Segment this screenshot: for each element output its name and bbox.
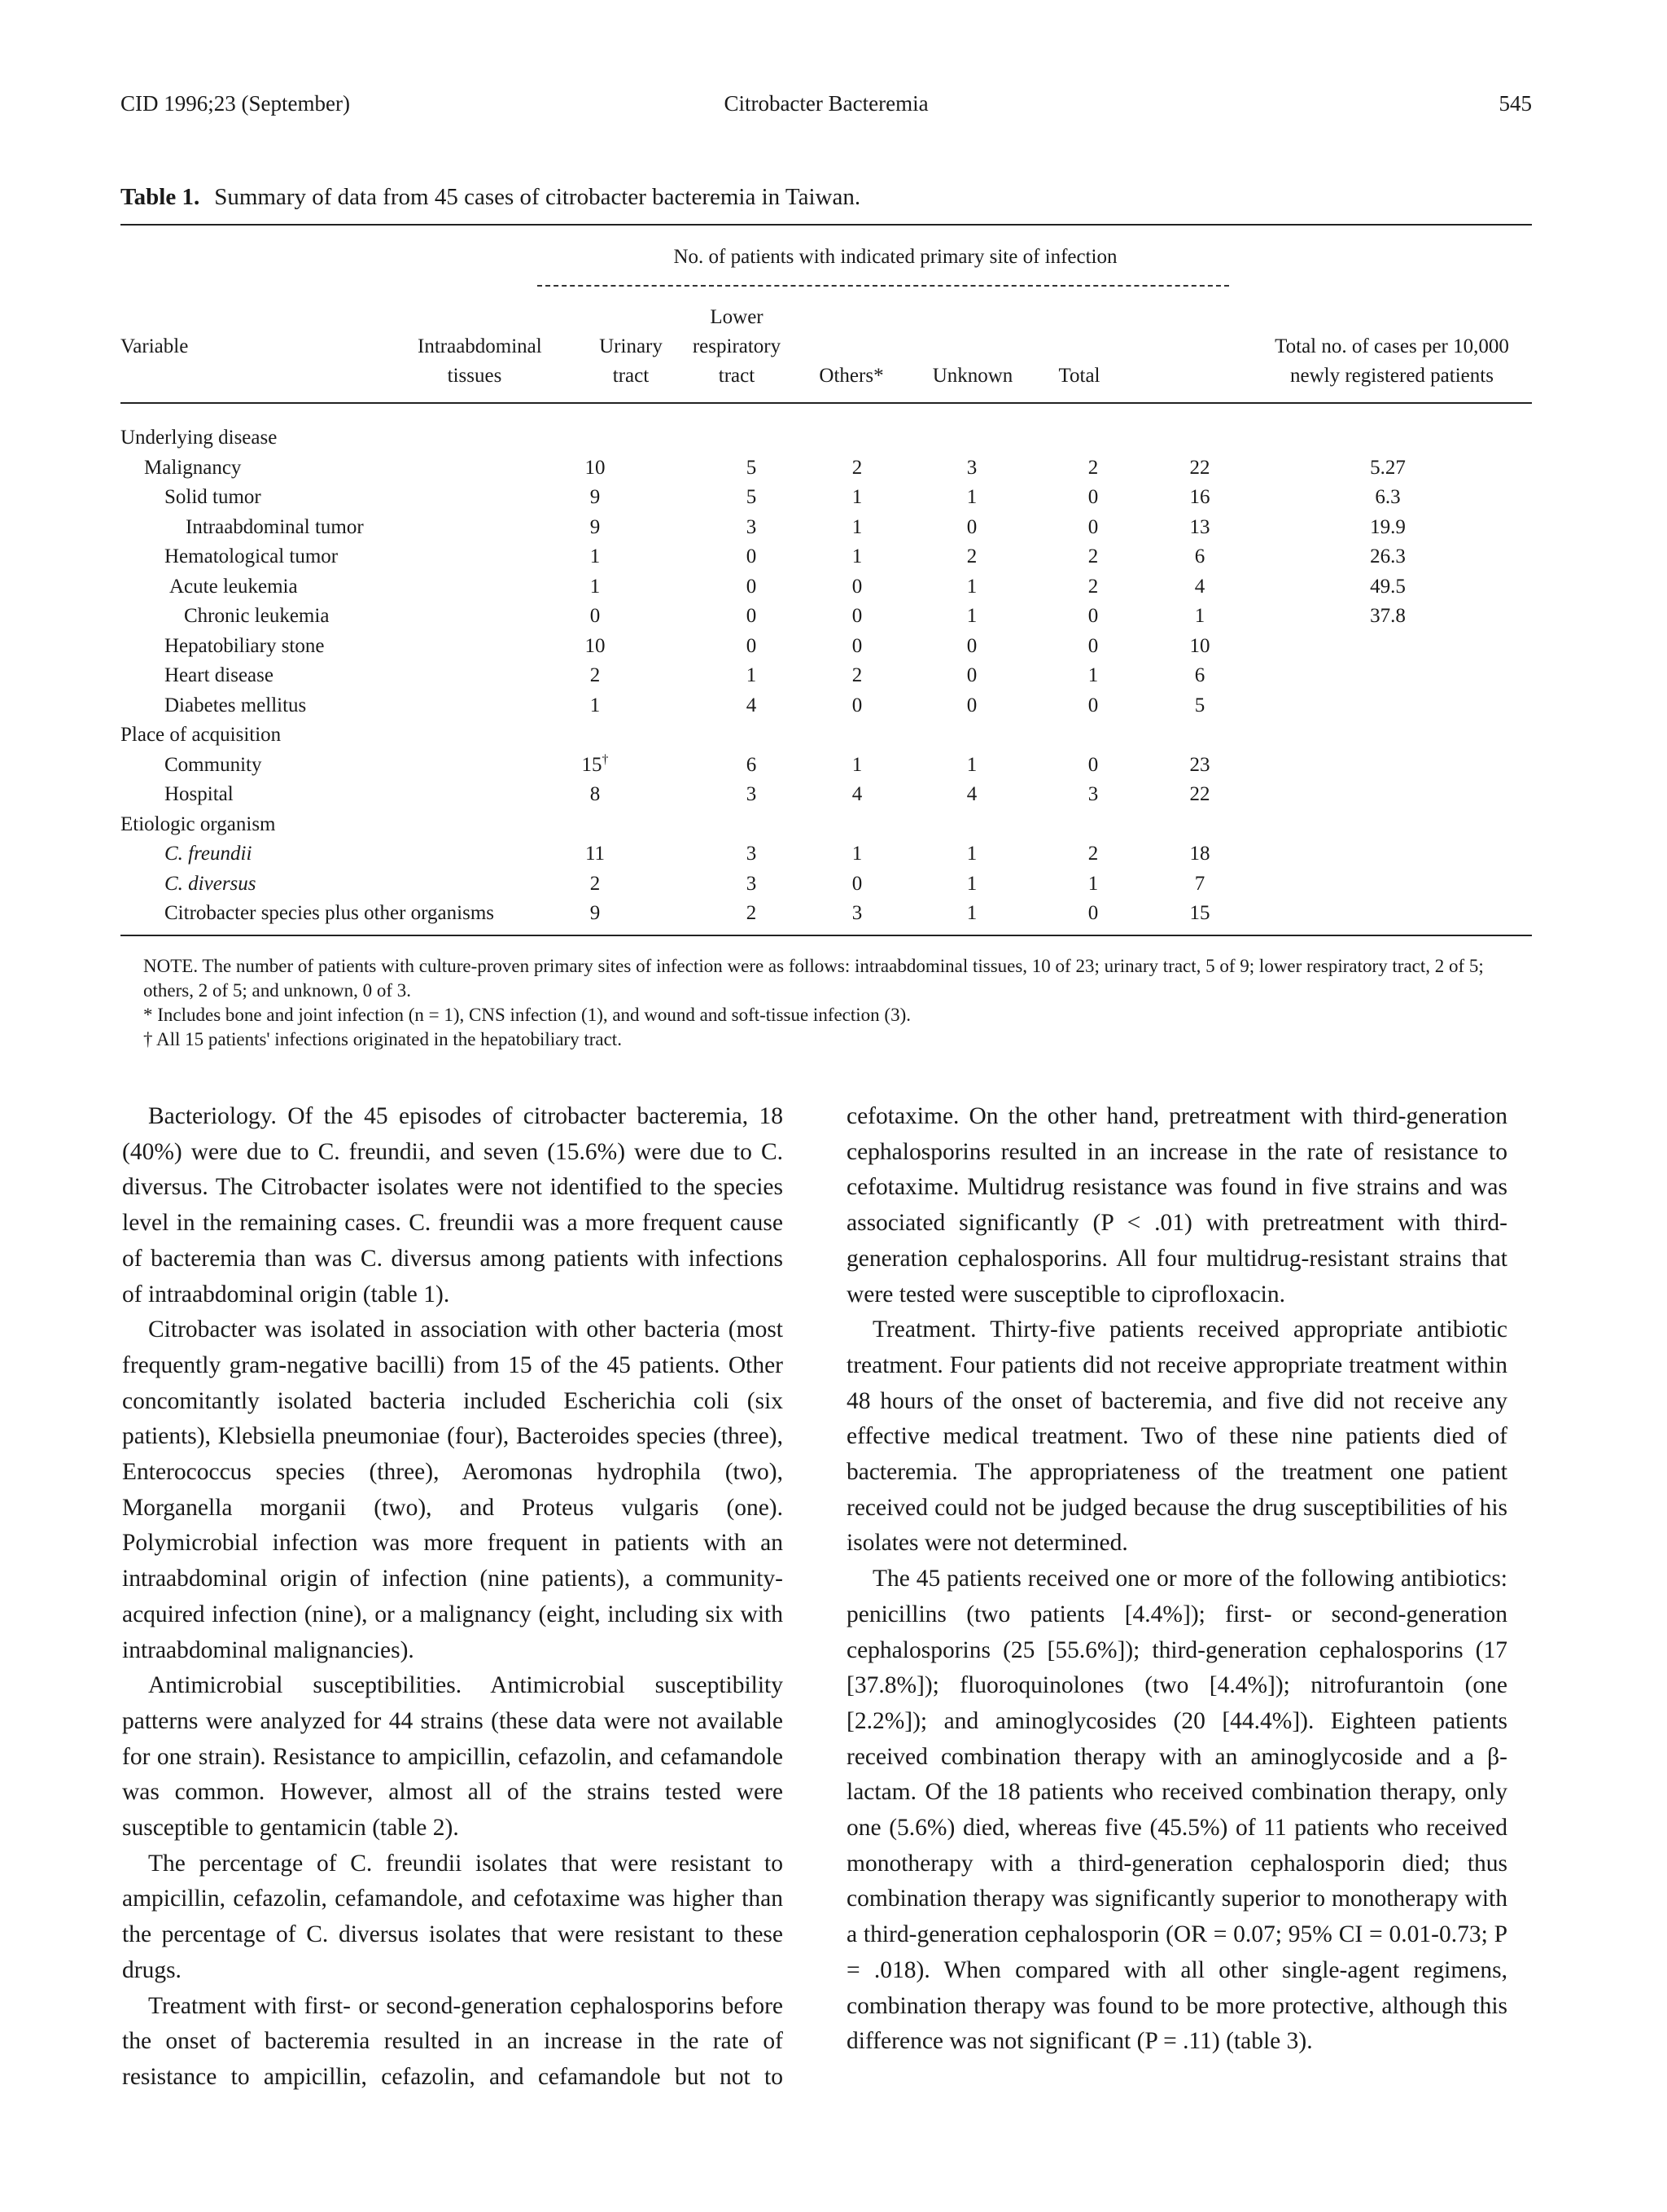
row-label: Diabetes mellitus: [164, 694, 307, 716]
table-row: Heart disease 2 1 2 0 1 6: [120, 661, 1532, 691]
table-row: Chronic leukemia 0 0 0 1 0 1 37.8: [120, 602, 1532, 632]
table-row: Citrobacter species plus other organisms 9 2 3 1 0 15: [120, 899, 1532, 929]
paragraph-treatment: Treatment. Thirty-five patients received appropriate antibiotic treatment. Four patients did not receive appropriate treatment within 48 hours of the onset of bacteremia, and five did not receive any effective medical treatment. Two of these nine patients died of bacteremia. The appropriateness of the treatment one patient received could not be judged because the drug susceptibilities of his isolates were not determined.: [847, 1316, 1507, 1557]
row-label: Acute leukemia: [169, 575, 298, 598]
header-intraabdominal: Intraabdominal tissues: [418, 335, 542, 387]
table-notes: [120, 954, 1532, 1052]
table-row: [120, 423, 1532, 453]
header-bottom-rule: [120, 402, 1532, 404]
row-label: Solid tumor: [164, 486, 261, 508]
row-label: Community: [164, 753, 262, 776]
running-header: [120, 91, 1532, 124]
column-spanner: No. of patients with indicated primary site of infection: [673, 246, 1118, 268]
row-label: Malignancy: [144, 456, 242, 479]
table-bottom-rule: [120, 935, 1532, 936]
table-label: Table 1.: [120, 184, 200, 210]
paragraph-antibiotics: The 45 patients received one or more of the following antibiotics: penicillins (two patients [4.4%]); first- or second-generation cephalosporins (25 [55.6%]); third-generation cephalosporins (17 [37.8%]); fluoroquinolones (two [4.4%]); nitrofurantoin (one [2.2%]); and aminoglycosides (20 [44.4%]). Eighteen patients received combination therapy with an aminoglycoside and a β-lactam. Of the 18 patients who received combination therapy, only one (5.6%) died, whereas five (45.5%) of 11 patients who received monotherapy with a third-generation cephalosporin died; thus combination therapy was significantly superior to monotherapy with a third-generation cephalosporin (OR = 0.07; 95% CI = 0.01-0.73; P = .018). When compared with all other single-agent regimens, combination therapy was found to be more protective, although this difference was not significant (P = .11) (table 3).: [847, 1566, 1507, 2055]
header-unknown: Unknown: [932, 365, 1013, 387]
table-caption: [120, 184, 860, 211]
row-label: Chronic leukemia: [184, 605, 330, 627]
header-total: Total: [1058, 365, 1100, 387]
table-row: [120, 810, 1532, 840]
spanner-rule: [537, 285, 1229, 287]
table-row: Intraabdominal tumor 9 3 1 0 0 13 19.9: [120, 513, 1532, 543]
page-number: 545: [1499, 91, 1532, 116]
header-variable: Variable: [120, 335, 189, 357]
table-row: Diabetes mellitus 1 4 0 0 0 5: [120, 691, 1532, 721]
table-row: Hospital 8 3 4 4 3 22: [120, 780, 1532, 810]
paragraph-cefotaxime: cefotaxime. On the other hand, pretreatment with third-generation cephalosporins resulted in an increase in the rate of resistance to cefotaxime. Multidrug resistance was found in five strains and was associated significantly (P < .01) with pretreatment with third-generation cephalosporins. All four multidrug-resistant strains that were tested were susceptible to ciprofloxacin.: [847, 1103, 1507, 1307]
journal-citation: CID 1996;23 (September): [120, 91, 350, 116]
paragraph-polymicrobial: Citrobacter was isolated in association with other bacteria (most frequently gram-negative bacilli) from 15 of the 45 patients. Other concomitantly isolated bacteria included Escherichia coli (six patients), Klebsiella pneumoniae (four), Bacteroides species (three), Enterococcus species (three), Aeromonas hydrophila (two), Morganella morganii (two), and Proteus vulgaris (one). Polymicrobial infection was more frequent in patients with an intraabdominal origin of infection (nine patients), a community-acquired infection (nine), or a malignancy (eight, including six with intraabdominal malignancies).: [122, 1316, 783, 1663]
header-others: Others*: [819, 365, 884, 387]
paragraph-resistance-percentage: The percentage of C. freundii isolates that were resistant to ampicillin, cefazolin, cefamandole, and cefotaxime was higher than the percentage of C. diversus isolates that were resistant to these drugs.: [122, 1850, 783, 1983]
running-title: Citrobacter Bacteremia: [724, 91, 929, 116]
table-body: [120, 423, 1532, 929]
table-caption-text: Summary of data from 45 cases of citrobacter bacteremia in Taiwan.: [214, 184, 861, 210]
table-row: C. freundii 11 3 1 1 2 18: [120, 839, 1532, 869]
paragraph-bacteriology: Bacteriology. Of the 45 episodes of citrobacter bacteremia, 18 (40%) were due to C. freundii, and seven (15.6%) were due to C. diversus. The Citrobacter isolates were not identified to the species level in the remaining cases. C. freundii was a more frequent cause of bacteremia than was C. diversus among patients with infections of intraabdominal origin (table 1).: [122, 1103, 783, 1307]
dagger-footnote-mark: †: [602, 752, 609, 767]
body-column-left: [122, 1099, 783, 2096]
row-label: C. freundii: [164, 843, 252, 865]
paragraph-pretreatment: Treatment with first- or second-generation cephalosporins before the onset of bacteremia resulted in an increase in the rate of resistance to ampicillin, cefazolin, and cefamandole but not to: [122, 1992, 783, 2090]
row-label: Intraabdominal tumor: [186, 515, 364, 538]
table-top-rule: [120, 224, 1532, 226]
row-label: Hematological tumor: [164, 545, 339, 567]
row-label: Hepatobiliary stone: [164, 634, 325, 657]
body-column-right: [847, 1099, 1507, 2060]
row-label: Heart disease: [164, 664, 273, 686]
table-row: Hematological tumor 1 0 1 2 2 6 26.3: [120, 542, 1532, 572]
table-row: Community 15† 6 1 1 0 23: [120, 751, 1532, 781]
table-row: [120, 721, 1532, 751]
table-row: Acute leukemia 1 0 0 1 2 4 49.5: [120, 572, 1532, 602]
row-label: C. diversus: [164, 872, 256, 895]
header-rate-per-10000: Total no. of cases per 10,000 newly registered patients: [1275, 335, 1509, 387]
table-row: Malignancy 10 5 2 3 2 22 5.27: [120, 453, 1532, 484]
table-row: Hepatobiliary stone 10 0 0 0 0 10: [120, 632, 1532, 662]
table-note: NOTE. The number of patients with culture-proven primary sites of infection were as follows: intraabdominal tissues, 10 of 23; urinary tract, 5 of 9; lower respiratory tract, 2 of 5; others, 2 of 5; and unknown, 0 of 3.: [143, 956, 1484, 1001]
table-row: C. diversus 2 3 0 1 1 7: [120, 869, 1532, 900]
row-label: Underlying disease: [120, 427, 278, 449]
header-urinary: Urinary tract: [599, 335, 663, 387]
row-label: Place of acquisition: [120, 724, 282, 746]
row-label: Citrobacter species plus other organisms: [164, 902, 495, 924]
table-row: Solid tumor 9 5 1 1 0 16 6.3: [120, 483, 1532, 513]
row-label: Etiologic organism: [120, 813, 276, 835]
footnote-dagger: † All 15 patients' infections originated in the hepatobiliary tract.: [143, 1029, 622, 1049]
footnote-star: * Includes bone and joint infection (n = 1), CNS infection (1), and wound and soft-tissue infection (3).: [143, 1005, 911, 1025]
paragraph-antimicrobial: Antimicrobial susceptibilities. Antimicrobial susceptibility patterns were analyzed for 44 strains (these data were not available for one strain). Resistance to ampicillin, cefazolin, and cefamandole was common. However, almost all of the strains tested were susceptible to gentamicin (table 2).: [122, 1672, 783, 1842]
row-label: Hospital: [164, 783, 234, 805]
header-lower-respiratory: Lower respiratory tract: [692, 306, 781, 387]
